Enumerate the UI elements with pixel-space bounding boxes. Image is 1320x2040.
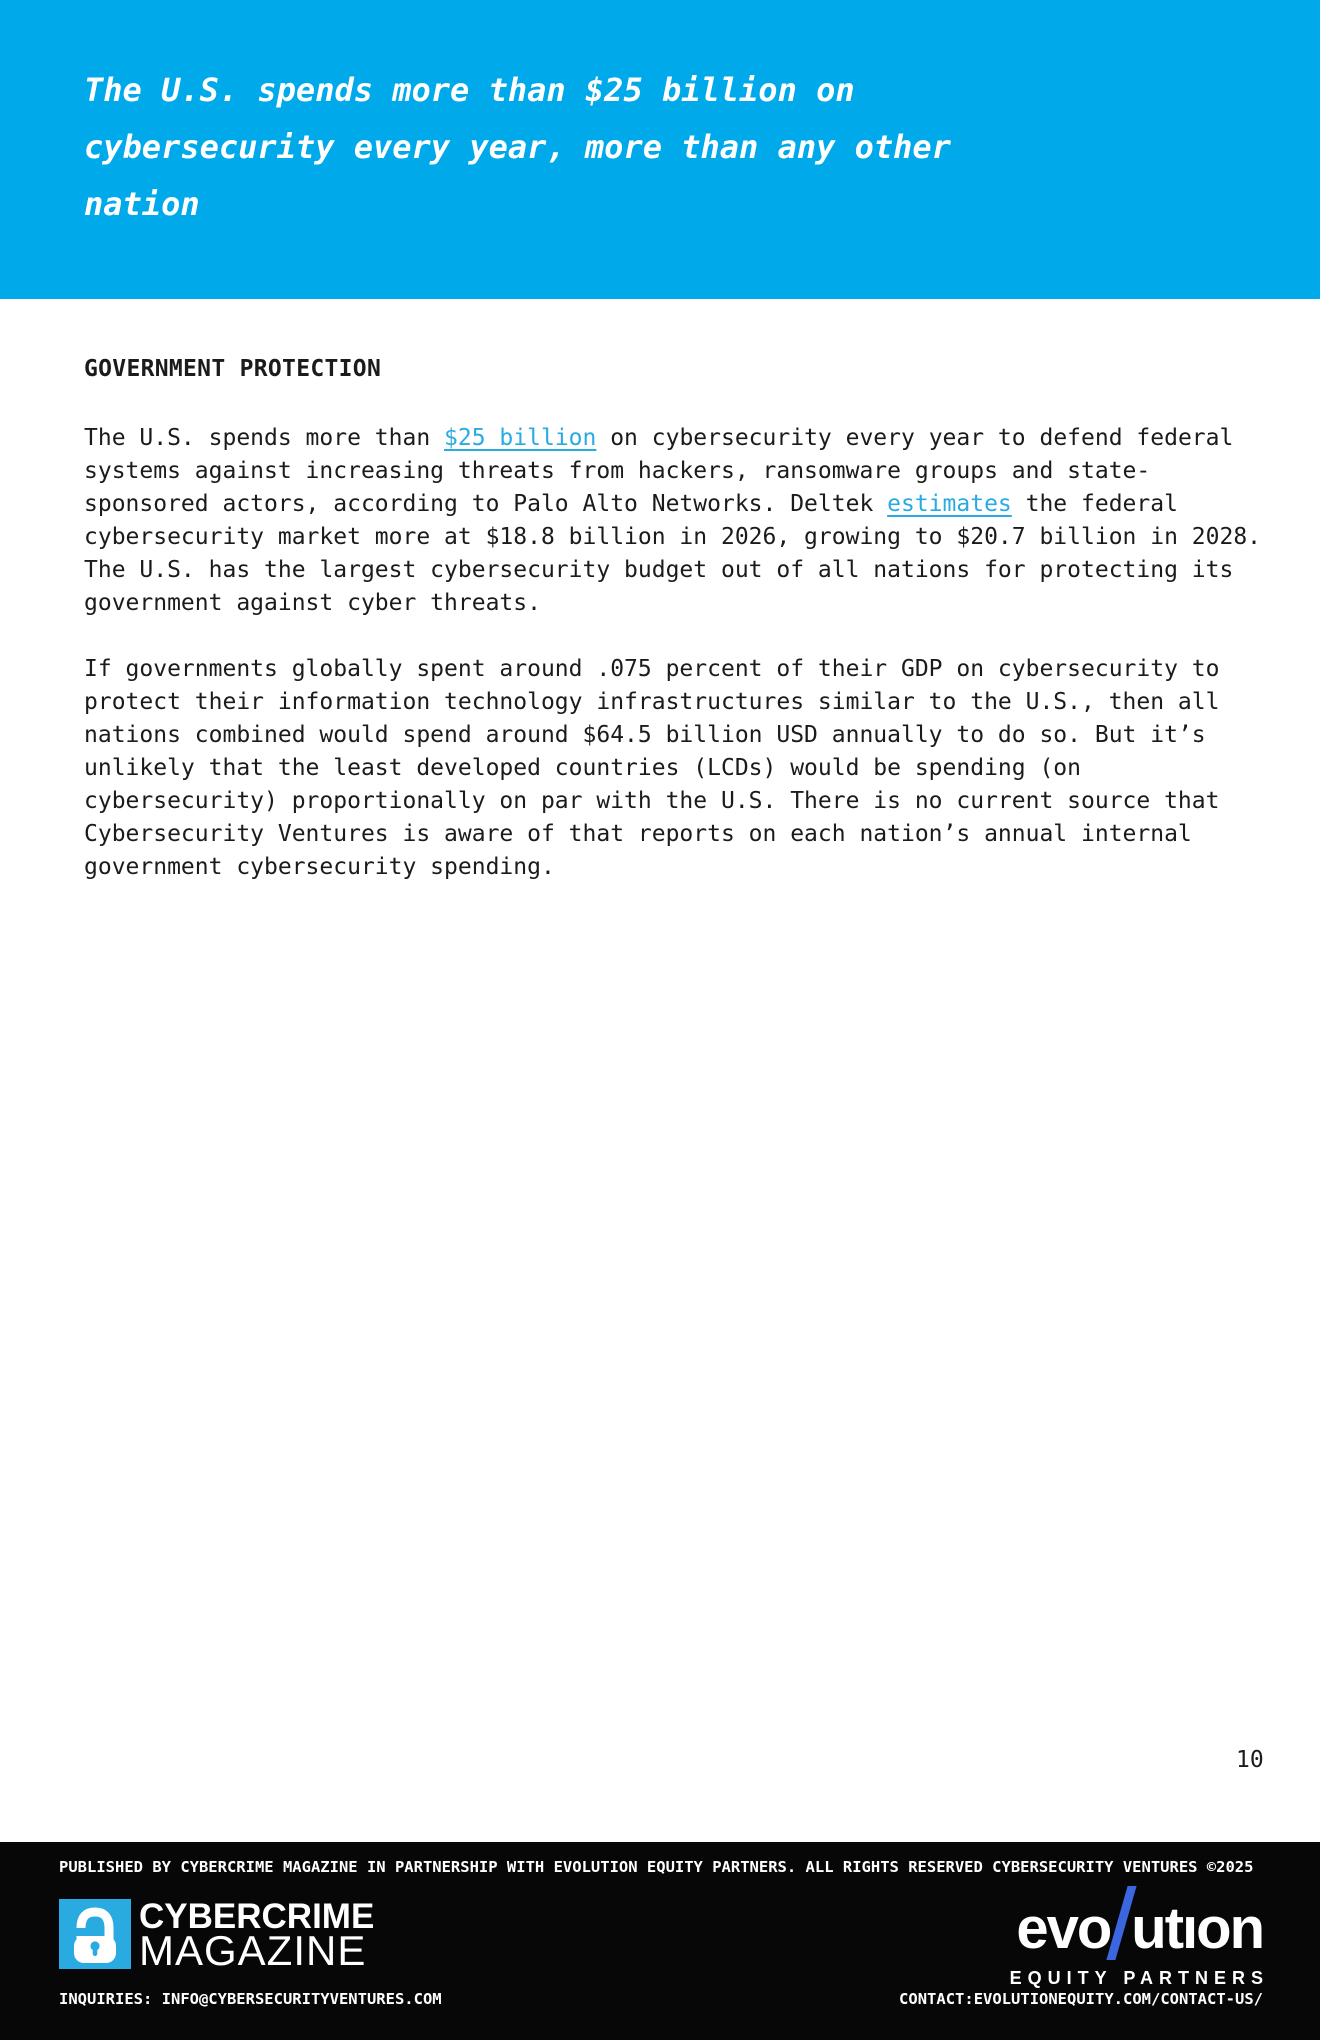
inline-link[interactable]: estimates xyxy=(887,491,1012,517)
evolution-word-start: evo xyxy=(1016,1896,1111,1961)
inquiries-line: INQUIRIES: INFO@CYBERSECURITYVENTURES.COM xyxy=(59,1990,442,2008)
cybercrime-logo-line1: CYBERCRIME xyxy=(139,1897,375,1936)
padlock-icon xyxy=(59,1899,131,1969)
cybercrime-logo-line2: MAGAZINE xyxy=(139,1927,367,1974)
body-text: If governments globally spent around .075 percent of their GDP on cybersecurity to protect their information technology infrastructures similar to the U.S., then all nations combined would spend around $64.5 billion USD annually to do so. But it’s unlikely that the least developed countries (LCDs) would be spending (on cybersecurity) proportionally on par with the U.S. There is no current source that Cybersecurity Ventures is aware of that reports on each nation’s annual internal government cybersecurity spending. xyxy=(84,656,1220,880)
article-paragraphs xyxy=(84,422,1268,884)
section-heading: GOVERNMENT PROTECTION xyxy=(84,356,382,382)
inline-link[interactable]: $25 billion xyxy=(444,425,597,451)
evolution-wordmark xyxy=(1010,1886,1263,1960)
article-body xyxy=(84,299,1268,884)
body-paragraph xyxy=(84,422,1268,620)
evolution-equity-logo xyxy=(1009,1886,1269,1989)
body-paragraph xyxy=(84,653,1268,884)
body-text: the federal cybersecurity market more at $18.8 billion in 2026, growing to $20.7 billion in 2028. The U.S. has the largest cybersecurity budget out of all nations for protecting its government against cyber threats. xyxy=(84,491,1262,616)
page-number: 10 xyxy=(1236,1747,1264,1773)
contact-line: CONTACT:EVOLUTIONEQUITY.COM/CONTACT-US/ xyxy=(899,1990,1263,2008)
headline-banner xyxy=(0,0,1320,299)
evolution-tagline: EQUITY PARTNERS xyxy=(1009,1968,1269,1988)
page-title: The U.S. spends more than $25 billion on cybersecurity every year, more than any other nation xyxy=(84,71,951,223)
evolution-word-end: utıon xyxy=(1131,1896,1263,1961)
page-footer xyxy=(0,1842,1320,2040)
cybercrime-magazine-logo xyxy=(59,1897,375,1974)
body-text: The U.S. spends more than xyxy=(84,425,445,451)
cybercrime-logo-text xyxy=(139,1897,375,1974)
body-text: on cybersecurity every year to defend federal systems against increasing threats from hackers, ransomware groups and state-sponsored actors, according to Palo Alto Networks. Deltek xyxy=(84,425,1234,517)
copyright-line: PUBLISHED BY CYBERCRIME MAGAZINE IN PARTNERSHIP WITH EVOLUTION EQUITY PARTNERS. ALL RIGHTS RESERVED CYBERSECURITY VENTURES ©2025 xyxy=(59,1858,1254,1876)
